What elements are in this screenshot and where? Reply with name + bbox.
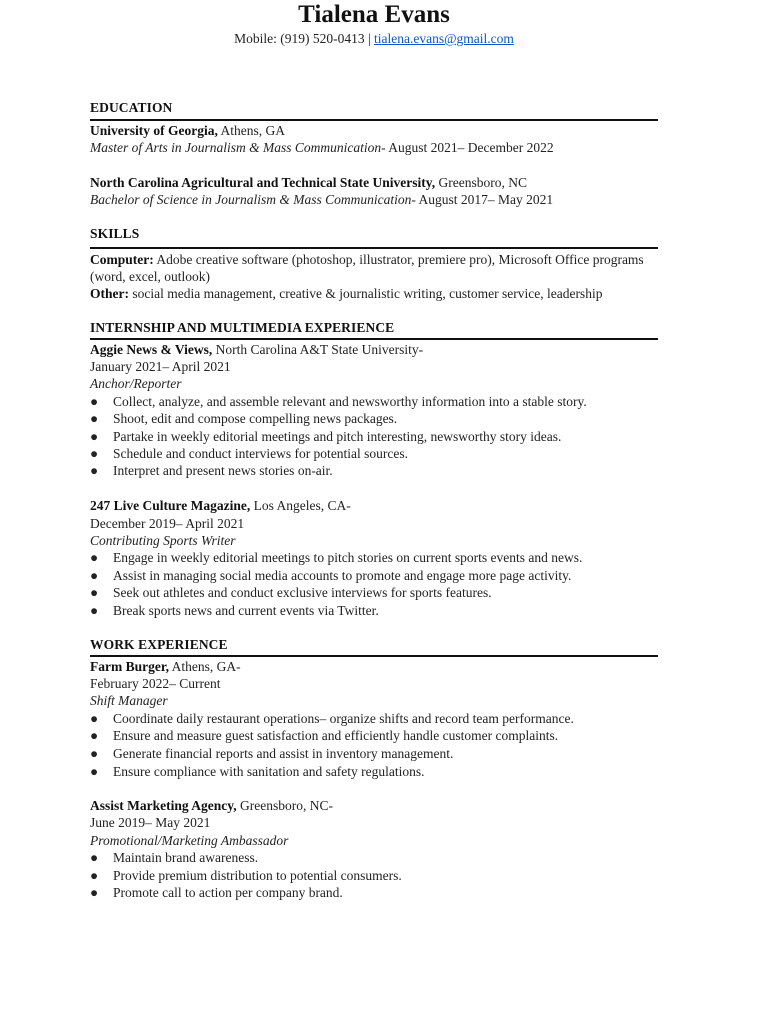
work-heading: WORK EXPERIENCE	[90, 637, 228, 652]
skills-computer-label: Computer:	[90, 252, 154, 267]
education-entry-1-degree	[90, 139, 658, 156]
school-name: North Carolina Agricultural and Technical State University,	[90, 175, 436, 190]
bullet-text: Schedule and conduct interviews for potential sources.	[113, 446, 409, 461]
bullet-text: Seek out athletes and conduct exclusive interviews for sports features.	[113, 585, 492, 600]
bullet-text: Engage in weekly editorial meetings to pitch stories on current sports events and news.	[113, 550, 583, 565]
bullet-text: Ensure compliance with sanitation and safety regulations.	[113, 764, 425, 779]
skills-other	[90, 285, 658, 302]
work-job-1-role: Shift Manager	[90, 693, 168, 708]
internship-job-2-dates: December 2019– April 2021	[90, 516, 245, 531]
degree-name: Master of Arts in Journalism & Mass Communication	[90, 140, 382, 155]
bullet-text: Generate financial reports and assist in inventory management.	[113, 746, 454, 761]
degree-dates: - August 2017– May 2021	[411, 192, 554, 207]
bullet-icon: ●	[90, 603, 99, 618]
school-location: Greensboro, NC	[435, 175, 527, 190]
internship-job-1-org	[90, 341, 658, 358]
work-job-2-org	[90, 797, 658, 814]
internship-job-1-dates: January 2021– April 2021	[90, 359, 231, 374]
bullet-text: Promote call to action per company brand.	[113, 885, 343, 900]
bullet-icon: ●	[90, 746, 99, 761]
skills-divider	[90, 247, 658, 249]
internship-divider	[90, 338, 658, 340]
skills-heading: SKILLS	[90, 226, 140, 241]
bullet-icon: ●	[90, 429, 99, 444]
school-location: Athens, GA	[217, 123, 285, 138]
org-location: North Carolina A&T State University-	[212, 342, 424, 357]
bullet-text: Partake in weekly editorial meetings and pitch interesting, newsworthy story ideas.	[113, 429, 562, 444]
contact-line	[90, 31, 658, 47]
org-name: Aggie News & Views,	[90, 342, 213, 357]
degree-dates: - August 2021– December 2022	[381, 140, 554, 155]
bullet-icon: ●	[90, 850, 99, 865]
bullet-text: Provide premium distribution to potential consumers.	[113, 868, 402, 883]
school-name: University of Georgia,	[90, 123, 218, 138]
education-divider	[90, 119, 658, 121]
org-location: Athens, GA-	[168, 659, 241, 674]
bullet-text: Shoot, edit and compose compelling news packages.	[113, 411, 398, 426]
bullet-icon: ●	[90, 728, 99, 743]
internship-job-1-role: Anchor/Reporter	[90, 376, 182, 391]
org-name: Assist Marketing Agency,	[90, 798, 237, 813]
skills-other-text: social media management, creative & journalistic writing, customer service, leadership	[128, 286, 603, 301]
internship-job-2-org	[90, 497, 658, 514]
internship-job-2-role: Contributing Sports Writer	[90, 533, 236, 548]
org-name: Farm Burger,	[90, 659, 169, 674]
org-location: Los Angeles, CA-	[250, 498, 351, 513]
bullet-icon: ●	[90, 868, 99, 883]
skills-other-label: Other:	[90, 286, 129, 301]
org-location: Greensboro, NC-	[236, 798, 333, 813]
bullet-icon: ●	[90, 411, 99, 426]
skills-computer-text: Adobe creative software (photoshop, illustrator, premiere pro), Microsoft Office programs (word, excel, outlook)	[90, 252, 644, 284]
bullet-icon: ●	[90, 463, 99, 478]
education-entry-2-school	[90, 174, 658, 191]
resume-name: Tialena Evans	[298, 1, 450, 28]
org-name: 247 Live Culture Magazine,	[90, 498, 251, 513]
bullet-icon: ●	[90, 446, 99, 461]
bullet-text: Break sports news and current events via Twitter.	[113, 603, 379, 618]
contact-phone: Mobile: (919) 520-0413 |	[234, 31, 375, 46]
bullet-icon: ●	[90, 885, 99, 900]
bullet-icon: ●	[90, 764, 99, 779]
bullet-text: Interpret and present news stories on-air.	[113, 463, 333, 478]
bullet-text: Ensure and measure guest satisfaction and efficiently handle customer complaints.	[113, 728, 559, 743]
work-job-2-role: Promotional/Marketing Ambassador	[90, 833, 289, 848]
internship-heading: INTERNSHIP AND MULTIMEDIA EXPERIENCE	[90, 320, 395, 335]
bullet-text: Maintain brand awareness.	[113, 850, 259, 865]
bullet-text: Assist in managing social media accounts to promote and engage more page activity.	[113, 568, 572, 583]
email-link[interactable]: tialena.evans@gmail.com	[374, 31, 514, 46]
bullet-text: Coordinate daily restaurant operations– organize shifts and record team performance.	[113, 711, 574, 726]
work-job-1-dates: February 2022– Current	[90, 676, 221, 691]
degree-name: Bachelor of Science in Journalism & Mass Communication	[90, 192, 412, 207]
bullet-icon: ●	[90, 568, 99, 583]
education-entry-1-school	[90, 122, 658, 139]
work-divider	[90, 655, 658, 657]
bullet-icon: ●	[90, 585, 99, 600]
work-job-1-org	[90, 658, 658, 675]
bullet-text: Collect, analyze, and assemble relevant and newsworthy information into a stable story.	[113, 394, 587, 409]
work-job-2-dates: June 2019– May 2021	[90, 815, 211, 830]
skills-computer	[90, 251, 658, 285]
bullet-icon: ●	[90, 550, 99, 565]
bullet-icon: ●	[90, 394, 99, 409]
education-entry-2-degree	[90, 191, 658, 208]
bullet-icon: ●	[90, 711, 99, 726]
education-heading: EDUCATION	[90, 100, 173, 115]
